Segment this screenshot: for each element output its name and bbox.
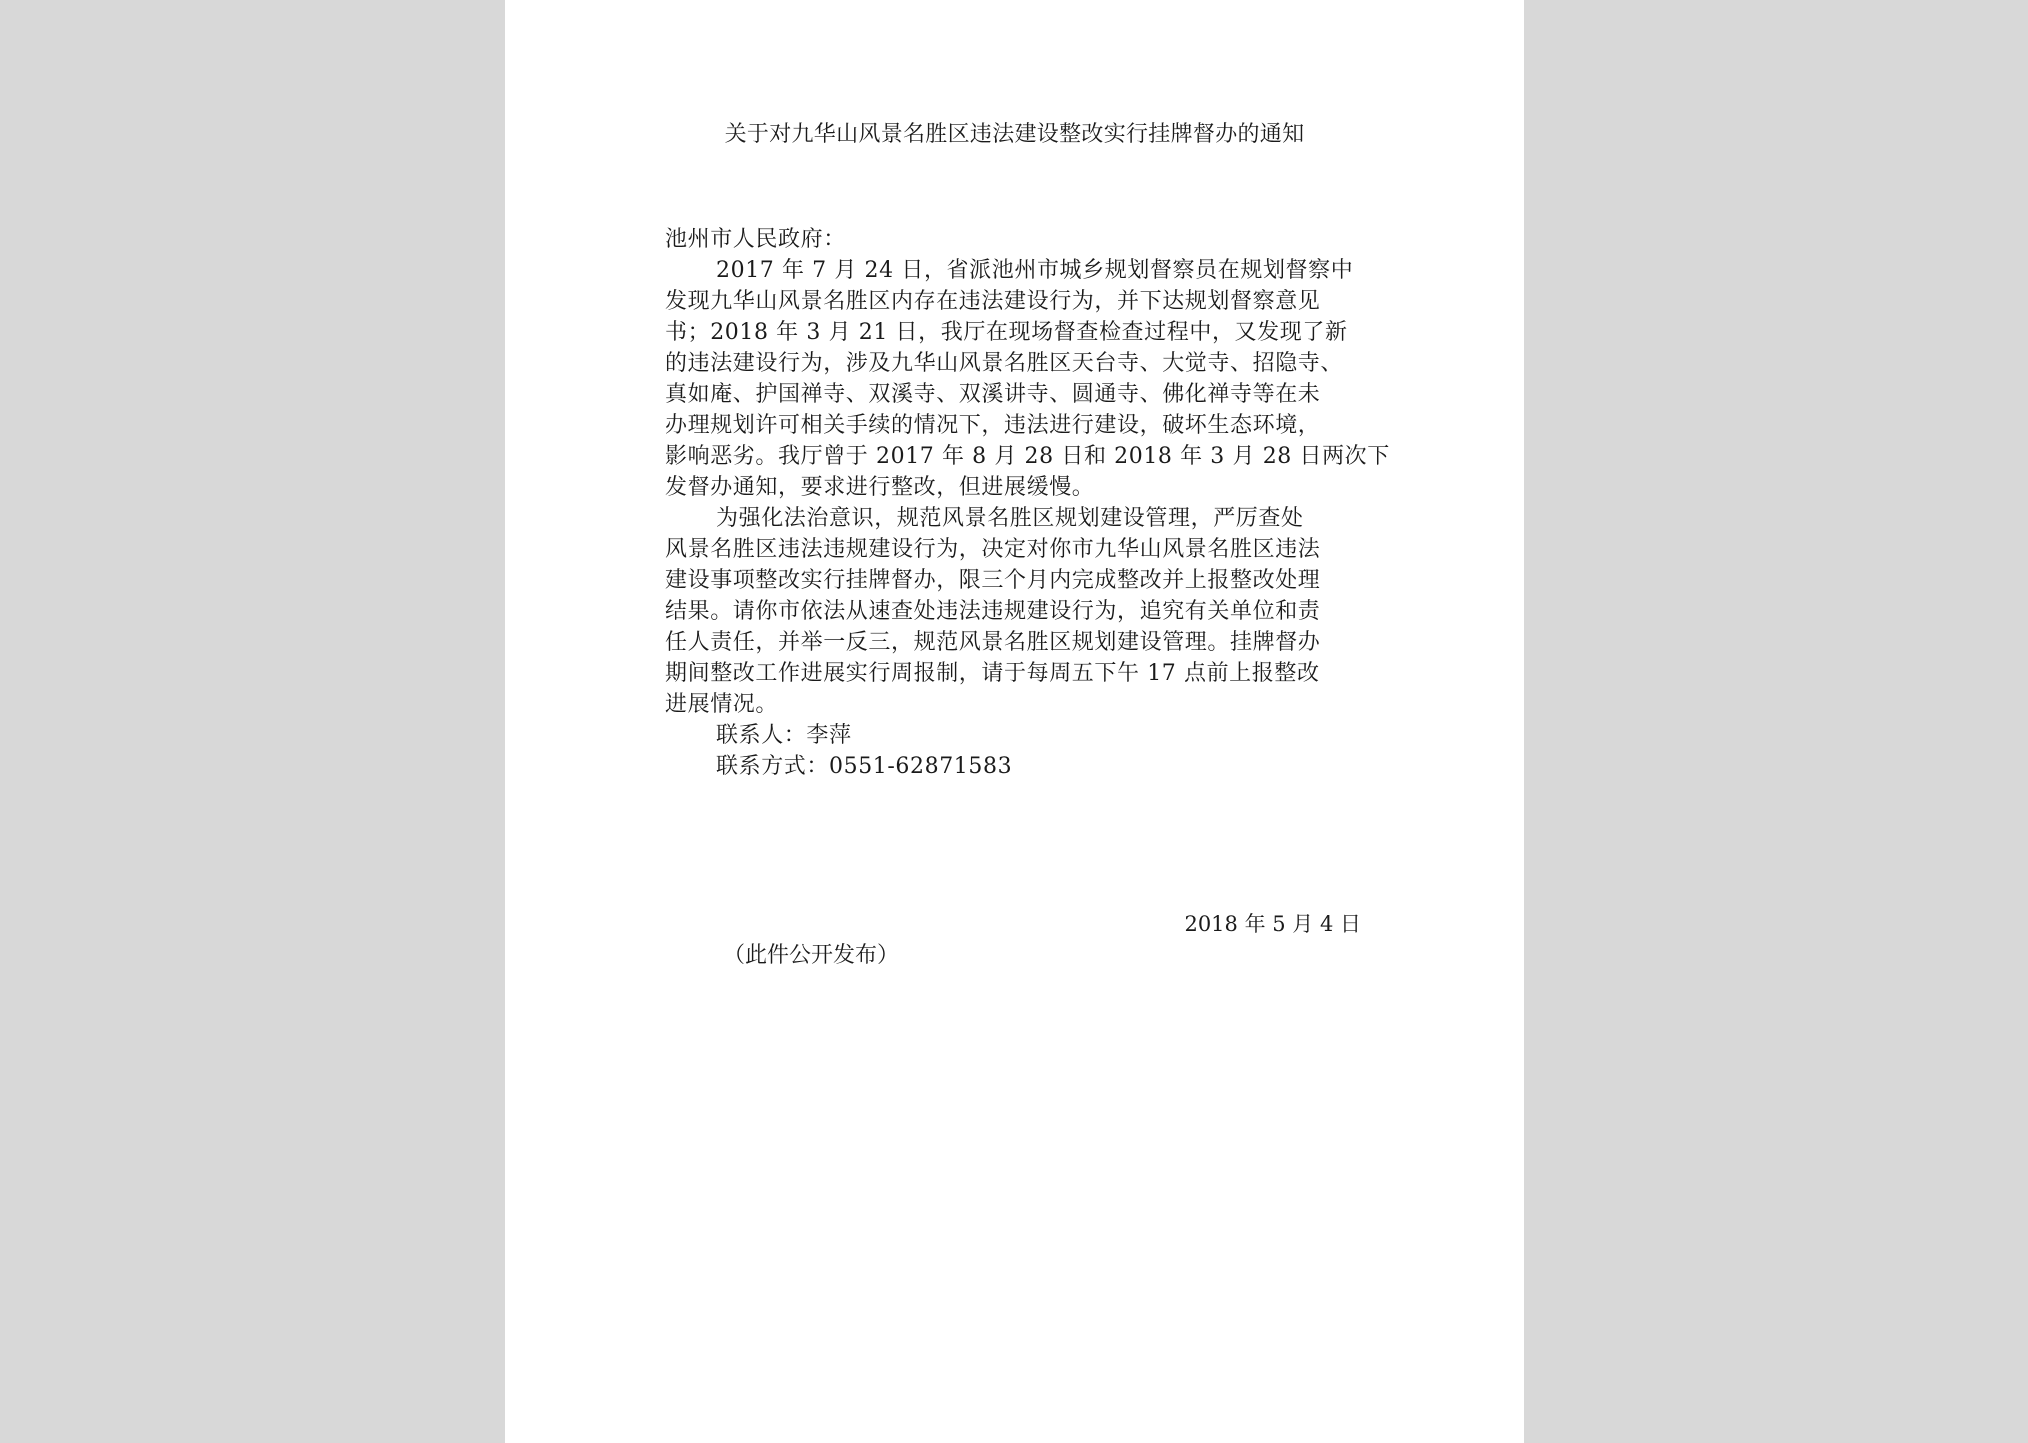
paragraph1-line: 发督办通知，要求进行整改，但进展缓慢。 <box>665 475 1095 500</box>
contact-phone: 联系方式：0551-62871583 <box>716 754 1013 779</box>
addressee: 池州市人民政府： <box>665 227 846 252</box>
paragraph1-line: 发现九华山风景名胜区内存在违法建设行为，并下达规划督察意见 <box>665 289 1321 314</box>
paragraph2-line: 进展情况。 <box>665 692 779 717</box>
document-page <box>505 0 1524 1443</box>
paragraph2-line: 风景名胜区违法违规建设行为，决定对你市九华山风景名胜区违法 <box>665 537 1321 562</box>
document-body <box>665 224 1390 782</box>
document-title: 关于对九华山风景名胜区违法建设整改实行挂牌督办的通知 <box>724 122 1305 147</box>
paragraph1-line: 书；2018 年 3 月 21 日，我厅在现场督查检查过程中，又发现了新 <box>665 320 1348 345</box>
paragraph2-line: 结果。请你市依法从速查处违法违规建设行为，追究有关单位和责 <box>665 599 1321 624</box>
contact-person: 联系人：李萍 <box>716 723 852 748</box>
paragraph2-line: 建设事项整改实行挂牌督办，限三个月内完成整改并上报整改处理 <box>665 568 1321 593</box>
paragraph1-line: 的违法建设行为，涉及九华山风景名胜区天台寺、大觉寺、招隐寺、 <box>665 351 1344 376</box>
paragraph2-line: 期间整改工作进展实行周报制，请于每周五下午 17 点前上报整改 <box>665 661 1320 686</box>
paragraph2-line: 为强化法治意识，规范风景名胜区规划建设管理，严厉查处 <box>716 506 1304 531</box>
publication-note: （此件公开发布） <box>723 943 900 968</box>
paragraph2-line: 任人责任，并举一反三，规范风景名胜区规划建设管理。挂牌督办 <box>665 630 1321 655</box>
document-date: 2018 年 5 月 4 日 <box>1184 912 1361 936</box>
paragraph1-line: 2017 年 7 月 24 日，省派池州市城乡规划督察员在规划督察中 <box>716 258 1354 283</box>
paragraph1-line: 真如庵、护国禅寺、双溪寺、双溪讲寺、圆通寺、佛化禅寺等在未 <box>665 382 1321 407</box>
paragraph1-line: 影响恶劣。我厅曾于 2017 年 8 月 28 日和 2018 年 3 月 28 日两次下 <box>665 444 1390 469</box>
paragraph1-line: 办理规划许可相关手续的情况下，违法进行建设，破坏生态环境， <box>665 413 1321 438</box>
